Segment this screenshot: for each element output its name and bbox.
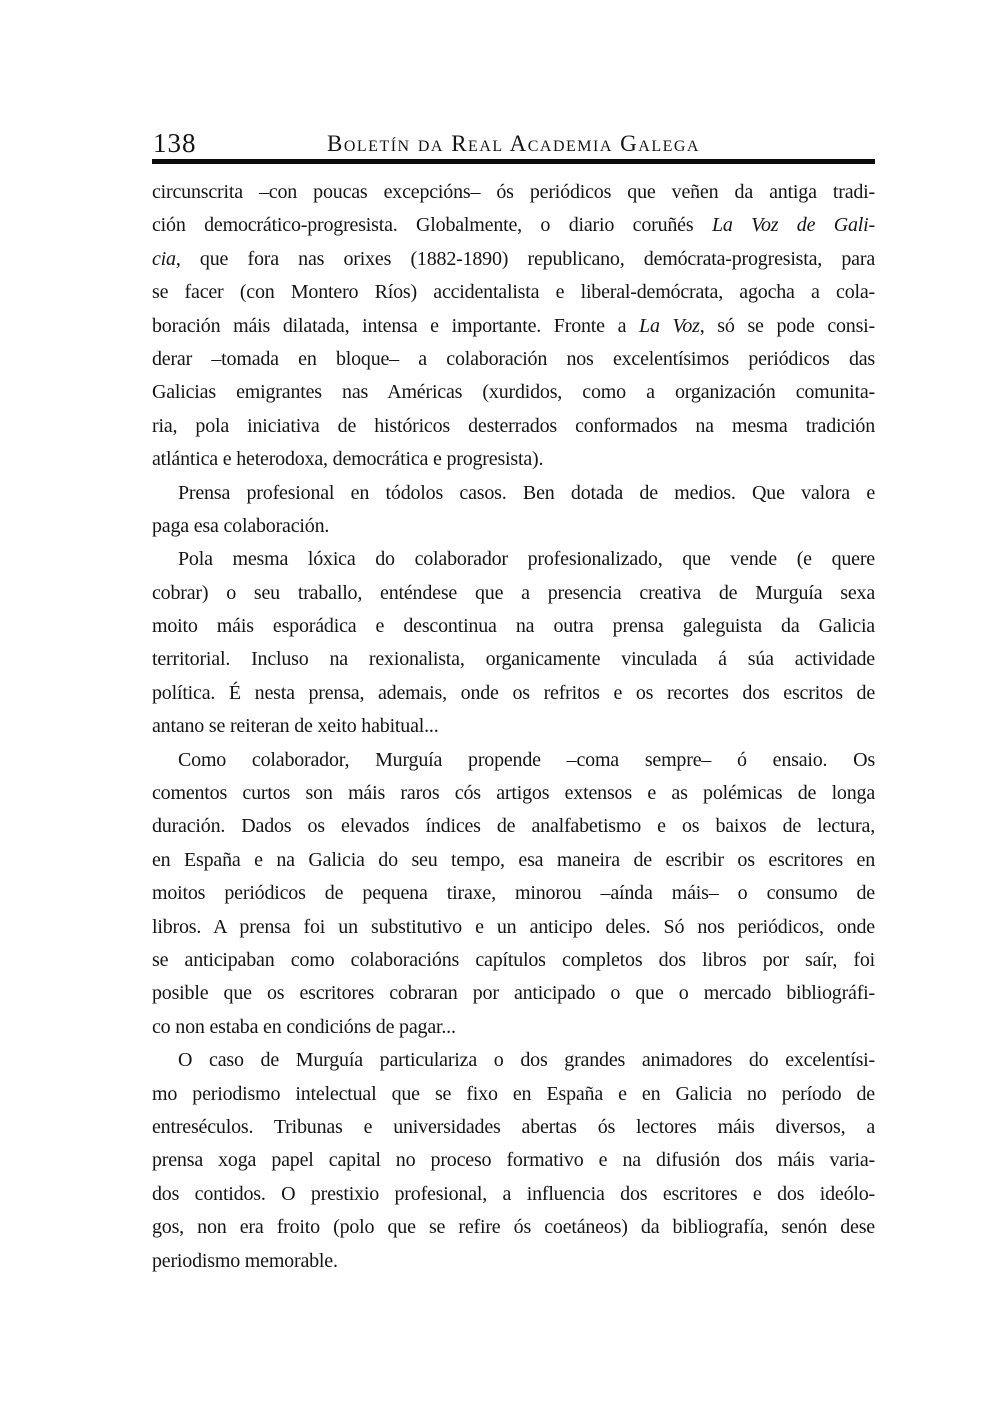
paragraph [152, 744, 875, 1045]
text-line [152, 1178, 875, 1211]
text-segment: se anticipaban como colaboracións capítulos completos dos libros por saír, foi [152, 948, 875, 971]
text-segment: territorial. Incluso na rexionalista, organicamente vinculada á súa actividade [152, 648, 875, 671]
text-line [152, 176, 875, 209]
text-line [152, 243, 875, 276]
text-line [152, 977, 875, 1010]
text-line [152, 777, 875, 810]
text-segment: entreséculos. Tribunas e universidades abertas ós lectores máis diversos, a [152, 1115, 875, 1138]
text-line [152, 1078, 875, 1111]
text-segment: Como colaborador, Murguía propende –coma sempre– ó ensaio. Os [178, 748, 875, 771]
text-segment: , só se pode consi- [699, 314, 875, 337]
text-line [152, 1245, 875, 1278]
text-line [152, 911, 875, 944]
text-segment: antano se reiteran de xeito habitual... [152, 715, 439, 738]
text-segment: co non estaba en condicións de pagar... [152, 1015, 456, 1038]
text-segment: Pola mesma lóxica do colaborador profesionalizado, que vende (e quere [178, 548, 875, 571]
text-segment: en España e na Galicia do seu tempo, esa maneira de escribir os escritores en [152, 848, 875, 871]
text-line [152, 477, 875, 510]
text-line [152, 543, 875, 576]
text-line [152, 744, 875, 777]
text-line [152, 1044, 875, 1077]
text-segment: dos contidos. O prestixio profesional, a influencia dos escritores e dos ideólo- [152, 1182, 875, 1205]
text-line [152, 276, 875, 309]
text-segment: ción democrático-progresista. Globalmente, o diario coruñés [152, 214, 712, 237]
text-segment: derar –tomada en bloque– a colaboración nos excelentísimos periódicos das [152, 347, 875, 370]
paragraph [152, 176, 875, 477]
text-segment: gos, non era froito (polo que se refire ós coetáneos) da bibliografía, senón dese [152, 1216, 875, 1239]
text-segment: Galicias emigrantes nas Américas (xurdidos, como a organización comunita- [152, 381, 875, 404]
text-segment: libros. A prensa foi un substitutivo e un anticipo deles. Só nos periódicos, onde [152, 915, 875, 938]
text-segment: cobrar) o seu traballo, enténdese que a presencia creativa de Murguía sexa [152, 581, 875, 604]
text-line [152, 643, 875, 676]
newspaper-name-italic: La Voz [639, 314, 700, 337]
text-segment: circunscrita –con poucas excepcións– ós periódicos que veñen da antiga tradi- [152, 181, 875, 203]
text-segment: ria, pola iniciativa de históricos desterrados conformados na mesma tradición [152, 414, 875, 437]
text-segment: se facer (con Montero Ríos) accidentalista e liberal-demócrata, agocha a cola- [152, 281, 875, 304]
text-line [152, 844, 875, 877]
text-line [152, 1011, 875, 1044]
text-segment: atlántica e heterodoxa, democrática e progresista). [152, 448, 544, 471]
text-line [152, 343, 875, 376]
paragraph [152, 1044, 875, 1278]
text-segment: comentos curtos son máis raros cós artigos extensos e as polémicas de longa [152, 782, 875, 805]
text-segment: O caso de Murguía particulariza o dos grandes animadores do excelentísi- [178, 1049, 875, 1072]
page-number: 138 [153, 128, 197, 158]
text-line [152, 510, 875, 543]
header-rule [152, 159, 875, 164]
newspaper-name-italic: cia [152, 247, 176, 270]
text-segment: posible que os escritores cobraran por anticipado o que o mercado bibliográfi- [152, 982, 875, 1005]
text-line [152, 677, 875, 710]
text-line [152, 376, 875, 409]
text-segment: moito máis esporádica e descontinua na outra prensa galeguista da Galicia [152, 615, 875, 638]
text-line [152, 877, 875, 910]
text-line [152, 310, 875, 343]
journal-title: Boletín da Real Academia Galega [327, 131, 700, 156]
text-segment: mo periodismo intelectual que se fixo en España e en Galicia no período de [152, 1082, 875, 1105]
text-segment: , que fora nas orixes (1882-1890) republicano, demócrata-progresista, para [175, 247, 875, 270]
text-line [152, 410, 875, 443]
text-segment: paga esa colaboración. [152, 514, 330, 537]
text-segment: Prensa profesional en tódolos casos. Ben dotada de medios. Que valora e [178, 481, 875, 504]
text-segment: prensa xoga papel capital no proceso formativo e na difusión dos máis varia- [152, 1149, 875, 1172]
text-line [152, 577, 875, 610]
text-line [152, 1211, 875, 1244]
paragraph [152, 477, 875, 544]
text-line [152, 710, 875, 743]
text-line [152, 1144, 875, 1177]
newspaper-name-italic: La Voz de Gali- [711, 214, 875, 237]
text-segment: duración. Dados os elevados índices de analfabetismo e os baixos de lectura, [152, 815, 875, 838]
text-line [152, 610, 875, 643]
text-segment: boración máis dilatada, intensa e importante. Fronte a [152, 314, 640, 337]
text-line [152, 1111, 875, 1144]
text-segment: periodismo memorable. [152, 1249, 338, 1272]
text-line [152, 209, 875, 242]
body-text [152, 176, 875, 1278]
text-line [152, 443, 875, 476]
running-header [152, 124, 875, 158]
paragraph [152, 543, 875, 743]
text-line [152, 944, 875, 977]
text-segment: política. É nesta prensa, ademais, onde os refritos e os recortes dos escritos de [152, 681, 875, 704]
text-segment: moitos periódicos de pequena tiraxe, minorou –aínda máis– o consumo de [152, 882, 875, 905]
text-line [152, 810, 875, 843]
